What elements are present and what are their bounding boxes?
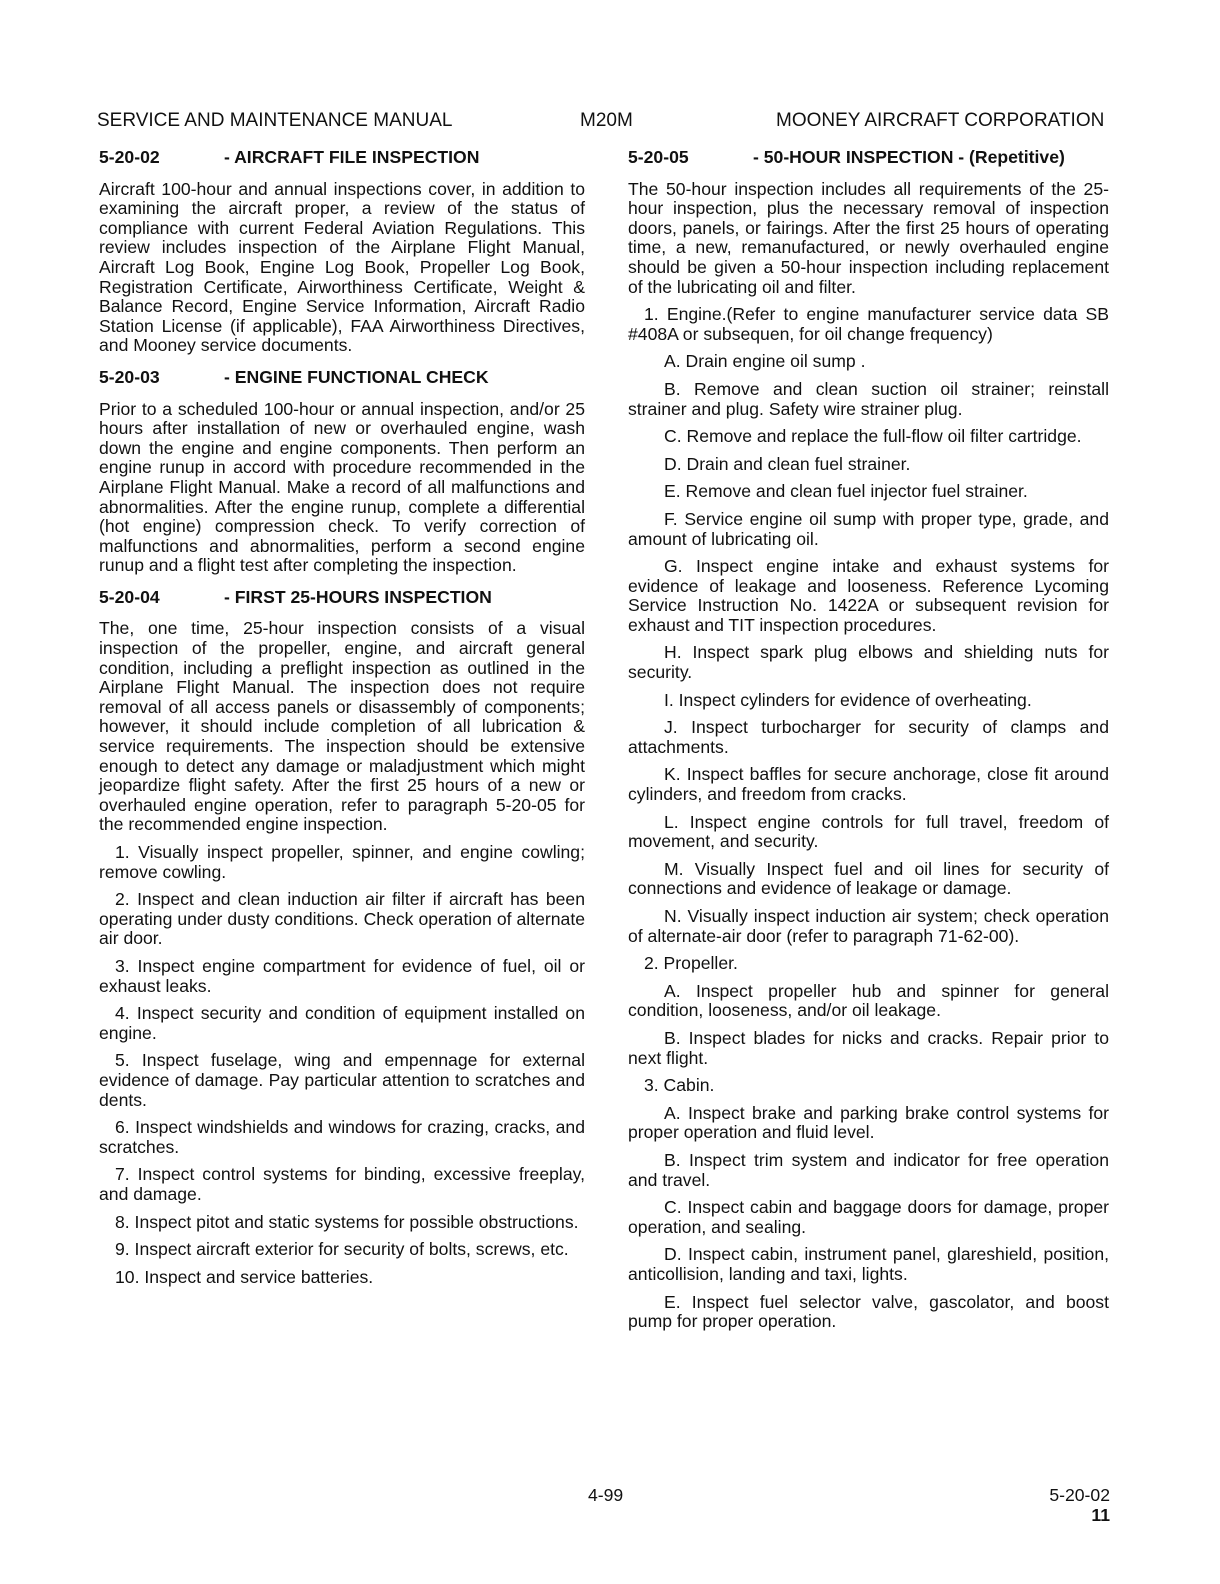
list-item: I. Inspect cylinders for evidence of overheating.	[664, 689, 1032, 710]
list-item: 3. Inspect engine compartment for evidence of fuel, oil or exhaust leaks.	[99, 955, 585, 996]
section-title: - FIRST 25-HOURS INSPECTION	[224, 586, 492, 607]
list-item: 8. Inspect pitot and static systems for possible obstructions.	[115, 1211, 579, 1232]
section-number: 5-20-02	[99, 147, 160, 167]
section-heading	[99, 148, 585, 168]
footer-section-ref: 5-20-02	[1049, 1485, 1110, 1505]
list-item: E. Inspect fuel selector valve, gascolator, and boost pump for proper operation.	[628, 1291, 1109, 1332]
list-item: G. Inspect engine intake and exhaust systems for evidence of leakage and looseness. Reference Lycoming Service Instruction No. 1422A or subsequent revision for exhaust and TIT inspection procedures.	[628, 556, 1109, 635]
section-number: 5-20-05	[628, 147, 689, 167]
list-item: B. Remove and clean suction oil strainer; reinstall strainer and plug. Safety wire strainer plug.	[628, 378, 1109, 419]
list-item: 1. Visually inspect propeller, spinner, and engine cowling; remove cowling.	[99, 842, 585, 882]
section-title: - 50-HOUR INSPECTION - (Repetitive)	[753, 147, 1065, 167]
list-item: D. Inspect cabin, instrument panel, glareshield, position, anticollision, landing and taxi, lights.	[628, 1244, 1109, 1284]
section-title: - AIRCRAFT FILE INSPECTION	[224, 147, 480, 167]
section-number: 5-20-03	[99, 366, 160, 387]
list-item: A. Drain engine oil sump .	[664, 351, 866, 372]
list-item: E. Remove and clean fuel injector fuel strainer.	[664, 481, 1028, 502]
list-item: C. Remove and replace the full-flow oil filter cartridge.	[664, 426, 1082, 447]
paragraph: Prior to a scheduled 100-hour or annual inspection, and/or 25 hours after installation of new or overhauled engine, wash down the engine and engine components. Then perform an engine runup in accord with procedure recommended in the Airplane Flight Manual. Make a record of all malfunctions and abnormalities. After the engine runup, complete a differential (hot engine) compression check. To verify correction of malfunctions and abnormalities, perform a second engine runup and a flight test after completing the inspection.	[99, 398, 585, 576]
footer-revision: 11	[1091, 1505, 1110, 1525]
list-item: C. Inspect cabin and baggage doors for damage, proper operation, and sealing.	[628, 1197, 1109, 1237]
right-column	[628, 148, 1109, 1340]
section-heading	[99, 588, 585, 608]
section-number: 5-20-04	[99, 586, 160, 607]
list-item: H. Inspect spark plug elbows and shielding nuts for security.	[628, 642, 1109, 683]
paragraph: Aircraft 100-hour and annual inspections cover, in addition to examining the aircraft proper, a review of the status of compliance with current Federal Aviation Regulations. This review includes inspection of the Airplane Flight Manual, Aircraft Log Book, Engine Log Book, Propeller Log Book, Registration Certificate, Airworthiness Certificate, Weight & Balance Record, Engine Service Information, Aircraft Radio Station License (if applicable), FAA Airworthiness Directives, and Mooney service documents.	[99, 178, 585, 356]
list-item: 10. Inspect and service batteries.	[115, 1266, 374, 1287]
left-column	[99, 148, 585, 1295]
section-title: - ENGINE FUNCTIONAL CHECK	[224, 366, 489, 387]
list-item: B. Inspect blades for nicks and cracks. Repair prior to next flight.	[628, 1027, 1109, 1068]
section-heading	[628, 148, 1109, 168]
subsection-heading: 2. Propeller.	[644, 953, 738, 974]
subsection-heading: 1. Engine.(Refer to engine manufacturer service data SB #408A or subsequen, for oil change frequency)	[628, 304, 1109, 344]
list-item: K. Inspect baffles for secure anchorage, close fit around cylinders, and freedom from cracks.	[628, 764, 1109, 805]
list-item: 6. Inspect windshields and windows for crazing, cracks, and scratches.	[99, 1117, 585, 1157]
list-item: 4. Inspect security and condition of equipment installed on engine.	[99, 1003, 585, 1043]
list-item: A. Inspect brake and parking brake control systems for proper operation and fluid level.	[628, 1102, 1109, 1143]
list-item: 2. Inspect and clean induction air filter if aircraft has been operating under dusty conditions. Check operation of alternate air door.	[99, 889, 585, 949]
section-heading	[99, 368, 585, 388]
list-item: F. Service engine oil sump with proper type, grade, and amount of lubricating oil.	[628, 508, 1109, 549]
list-item: A. Inspect propeller hub and spinner for general condition, looseness, and/or oil leakage.	[628, 980, 1109, 1021]
list-item: M. Visually Inspect fuel and oil lines for security of connections and evidence of leakage or damage.	[628, 858, 1109, 899]
list-item: 5. Inspect fuselage, wing and empennage for external evidence of damage. Pay particular attention to scratches and dents.	[99, 1050, 585, 1110]
paragraph: The, one time, 25-hour inspection consists of a visual inspection of the propeller, engine, and aircraft general condition, including a preflight inspection as outlined in the Airplane Flight Manual. The inspection does not require removal of all access panels or disassembly of components; however, it should include completion of all lubrication & service requirements. The inspection should be extensive enough to detect any damage or maladjustment which might jeopardize flight safety. After the first 25 hours of a new or overhauled engine operation, refer to paragraph 5-20-05 for the recommended engine inspection.	[99, 618, 585, 835]
list-item: N. Visually inspect induction air system; check operation of alternate-air door (refer to paragraph 71-62-00).	[628, 906, 1109, 946]
page-number: 4-99	[588, 1485, 624, 1505]
list-item: L. Inspect engine controls for full travel, freedom of movement, and security.	[628, 811, 1109, 852]
header-model: M20M	[580, 110, 633, 131]
header-company: MOONEY AIRCRAFT CORPORATION	[776, 110, 1105, 131]
footer-reference	[1049, 1485, 1110, 1525]
list-item: 7. Inspect control systems for binding, excessive freeplay, and damage.	[99, 1164, 585, 1204]
subsection-heading: 3. Cabin.	[644, 1075, 715, 1096]
header-left: SERVICE AND MAINTENANCE MANUAL	[97, 110, 453, 131]
list-item: D. Drain and clean fuel strainer.	[664, 453, 911, 474]
list-item: J. Inspect turbocharger for security of clamps and attachments.	[628, 717, 1109, 757]
list-item: B. Inspect trim system and indicator for free operation and travel.	[628, 1149, 1109, 1190]
paragraph: The 50-hour inspection includes all requirements of the 25-hour inspection, plus the necessary removal of inspection doors, panels, or fairings. After the first 25 hours of operating time, a new, remanufactured, or newly overhauled engine should be given a 50-hour inspection including replacement of the lubricating oil and filter.	[628, 178, 1109, 297]
list-item: 9. Inspect aircraft exterior for security of bolts, screws, etc.	[115, 1239, 569, 1260]
